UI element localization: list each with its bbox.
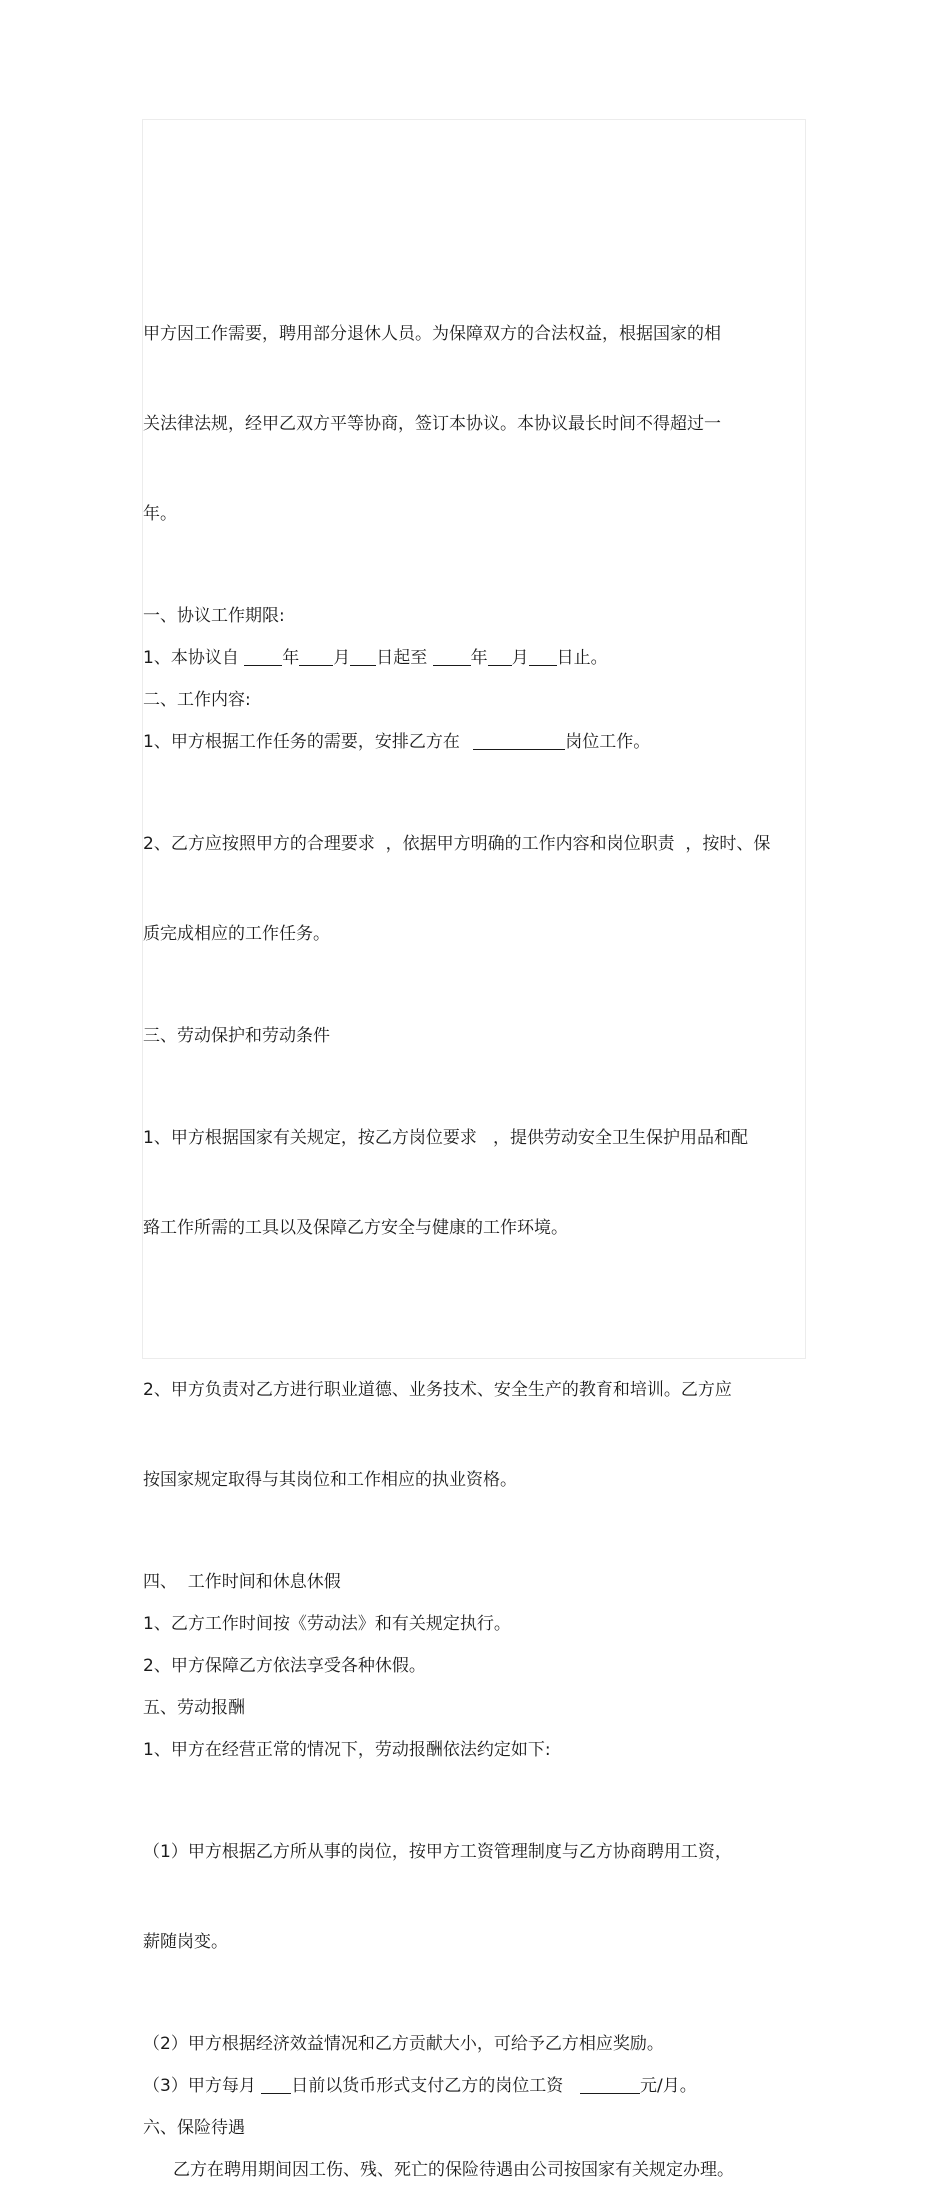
pay-subclause: （2）甲方根据经济效益情况和乙方贡献大小，可给予乙方相应奖励。	[143, 2034, 664, 2054]
year-blank[interactable]	[433, 648, 471, 666]
clause-text: 年	[282, 648, 300, 668]
month-blank[interactable]	[299, 648, 333, 666]
year-blank[interactable]	[244, 648, 282, 666]
intro-line: 关法律法规，经甲乙双方平等协商，签订本协议。本协议最长时间不得超过一	[143, 414, 721, 434]
insurance-clause: 乙方在聘用期间因工伤、残、死亡的保险待遇由公司按国家有关规定办理。	[173, 2160, 734, 2180]
clause-line: 质完成相应的工作任务。	[143, 924, 330, 944]
clause-text: 1、本协议自	[143, 648, 245, 668]
clause-text: 日止。	[556, 648, 608, 668]
clause-line: 薪随岗变。	[143, 1932, 228, 1952]
month-blank[interactable]	[488, 648, 512, 666]
section-heading: 三、劳动保护和劳动条件	[143, 1026, 330, 1046]
day-blank[interactable]	[529, 648, 557, 666]
pay-clause: 1、甲方在经营正常的情况下，劳动报酬依法约定如下:	[143, 1740, 551, 1760]
pay-subclause	[143, 2071, 808, 2101]
duty-clause	[143, 727, 808, 757]
intro-line: 甲方因工作需要，聘用部分退休人员。为保障双方的合法权益，根据国家的相	[143, 324, 721, 344]
protection-clause	[143, 1063, 808, 1303]
clause-line: 按国家规定取得与其岗位和工作相应的执业资格。	[143, 1470, 517, 1490]
agreement-body	[143, 259, 808, 2197]
salary-blank[interactable]	[580, 2076, 640, 2094]
clause-text: 日前以货币形式支付乙方的岗位工资	[291, 2076, 575, 2096]
intro-paragraph	[143, 259, 808, 589]
clause-text: 岗位工作。	[565, 732, 651, 752]
duty-clause	[143, 769, 808, 1009]
section-heading: 六、保险待遇	[143, 2118, 245, 2138]
clause-line: 1、甲方根据国家有关规定，按乙方岗位要求 ，提供劳动安全卫生保护用品和配	[143, 1128, 749, 1148]
clause-text: 1、甲方根据工作任务的需要，安排乙方在	[143, 732, 466, 752]
clause-text: （3）甲方每月	[143, 2076, 262, 2096]
protection-clause	[143, 1315, 808, 1555]
worktime-clause: 2、甲方保障乙方依法享受各种休假。	[143, 1656, 426, 1676]
clause-text: 元/月。	[640, 2076, 697, 2096]
pay-day-blank[interactable]	[261, 2076, 291, 2094]
day-blank[interactable]	[350, 648, 376, 666]
clause-text: 年	[470, 648, 488, 668]
term-clause	[143, 643, 808, 673]
section-heading: 二、工作内容:	[143, 690, 251, 710]
clause-line: 2、甲方负责对乙方进行职业道德、业务技术、安全生产的教育和培训。乙方应	[143, 1380, 732, 1400]
clause-text: 日起至	[376, 648, 433, 668]
clause-line: （1）甲方根据乙方所从事的岗位，按甲方工资管理制度与乙方协商聘用工资，	[143, 1842, 732, 1862]
clause-text: 月	[333, 648, 351, 668]
clause-line: 2、乙方应按照甲方的合理要求 ，依据甲方明确的工作内容和岗位职责 ，按时、保	[143, 834, 771, 854]
worktime-clause: 1、乙方工作时间按《劳动法》和有关规定执行。	[143, 1614, 511, 1634]
section-heading: 一、协议工作期限:	[143, 606, 285, 626]
clause-text: 月	[511, 648, 529, 668]
section-heading: 四、 工作时间和休息休假	[143, 1572, 341, 1592]
section-heading: 五、劳动报酬	[143, 1698, 245, 1718]
pay-subclause	[143, 1777, 808, 2017]
position-blank[interactable]	[473, 732, 565, 750]
intro-line: 年。	[143, 504, 177, 524]
clause-line: 臵工作所需的工具以及保障乙方安全与健康的工作环境。	[143, 1218, 568, 1238]
